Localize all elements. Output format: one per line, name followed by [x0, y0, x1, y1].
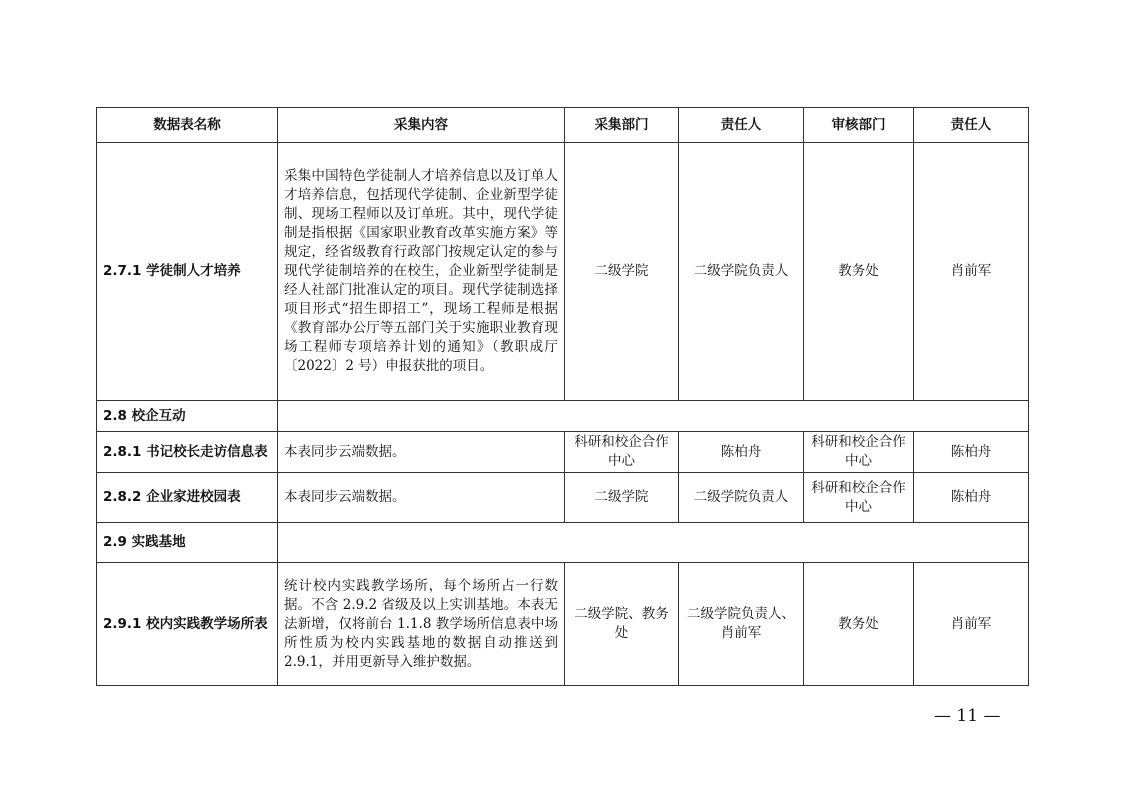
row-name: 2.8.2 企业家进校园表: [97, 473, 278, 523]
row-review-dept: 教务处: [804, 143, 914, 401]
row-review-dept: 科研和校企合作中心: [804, 473, 914, 523]
data-collection-table: [96, 107, 1029, 686]
table-row: [97, 473, 1029, 523]
row-name: 2.9.1 校内实践教学场所表: [97, 563, 278, 686]
table-row: [97, 143, 1029, 401]
row-collect-dept: 二级学院、教务处: [565, 563, 679, 686]
section-filler: [278, 523, 1029, 563]
row-collect-person: 陈柏舟: [679, 432, 804, 473]
row-content: 本表同步云端数据。: [278, 473, 565, 523]
row-review-person: 陈柏舟: [914, 432, 1029, 473]
row-collect-dept: 二级学院: [565, 143, 679, 401]
row-review-dept: 科研和校企合作中心: [804, 432, 914, 473]
row-content: 本表同步云端数据。: [278, 432, 565, 473]
row-name: 2.7.1 学徒制人才培养: [97, 143, 278, 401]
row-content: 统计校内实践教学场所，每个场所占一行数据。不含 2.9.2 省级及以上实训基地。本表无法新增，仅将前台 1.1.8 教学场所信息表中场所性质为校内实践基地的数据自动推送到 2.9.1，并用更新导入维护数据。: [278, 563, 565, 686]
row-review-dept: 教务处: [804, 563, 914, 686]
row-name: 2.8.1 书记校长走访信息表: [97, 432, 278, 473]
section-title: 2.8 校企互动: [97, 401, 278, 432]
table-header-row: [97, 108, 1029, 143]
header-table-name: 数据表名称: [97, 108, 278, 143]
header-review-dept: 审核部门: [804, 108, 914, 143]
table-row: [97, 563, 1029, 686]
section-row: [97, 401, 1029, 432]
table-row: [97, 432, 1029, 473]
row-collect-person: 二级学院负责人: [679, 143, 804, 401]
row-collect-dept: 二级学院: [565, 473, 679, 523]
section-title: 2.9 实践基地: [97, 523, 278, 563]
page-number: — 11 —: [934, 706, 1001, 726]
row-collect-person: 二级学院负责人: [679, 473, 804, 523]
row-review-person: 肖前军: [914, 563, 1029, 686]
header-collect-person: 责任人: [679, 108, 804, 143]
row-review-person: 陈柏舟: [914, 473, 1029, 523]
header-review-person: 责任人: [914, 108, 1029, 143]
row-content: 采集中国特色学徒制人才培养信息以及订单人才培养信息，包括现代学徒制、企业新型学徒制、现场工程师以及订单班。其中，现代学徒制是指根据《国家职业教育改革实施方案》等规定，经省级教育行政部门按规定认定的参与现代学徒制培养的在校生，企业新型学徒制是经人社部门批准认定的项目。现代学徒制选择项目形式“招生即招工”，现场工程师是根据《教育部办公厅等五部门关于实施职业教育现场工程师专项培养计划的通知》（教职成厅〔2022〕2 号）申报获批的项目。: [278, 143, 565, 401]
row-collect-dept: 科研和校企合作中心: [565, 432, 679, 473]
row-review-person: 肖前军: [914, 143, 1029, 401]
section-row: [97, 523, 1029, 563]
header-collect-content: 采集内容: [278, 108, 565, 143]
row-collect-person: 二级学院负责人、肖前军: [679, 563, 804, 686]
section-filler: [278, 401, 1029, 432]
header-collect-dept: 采集部门: [565, 108, 679, 143]
